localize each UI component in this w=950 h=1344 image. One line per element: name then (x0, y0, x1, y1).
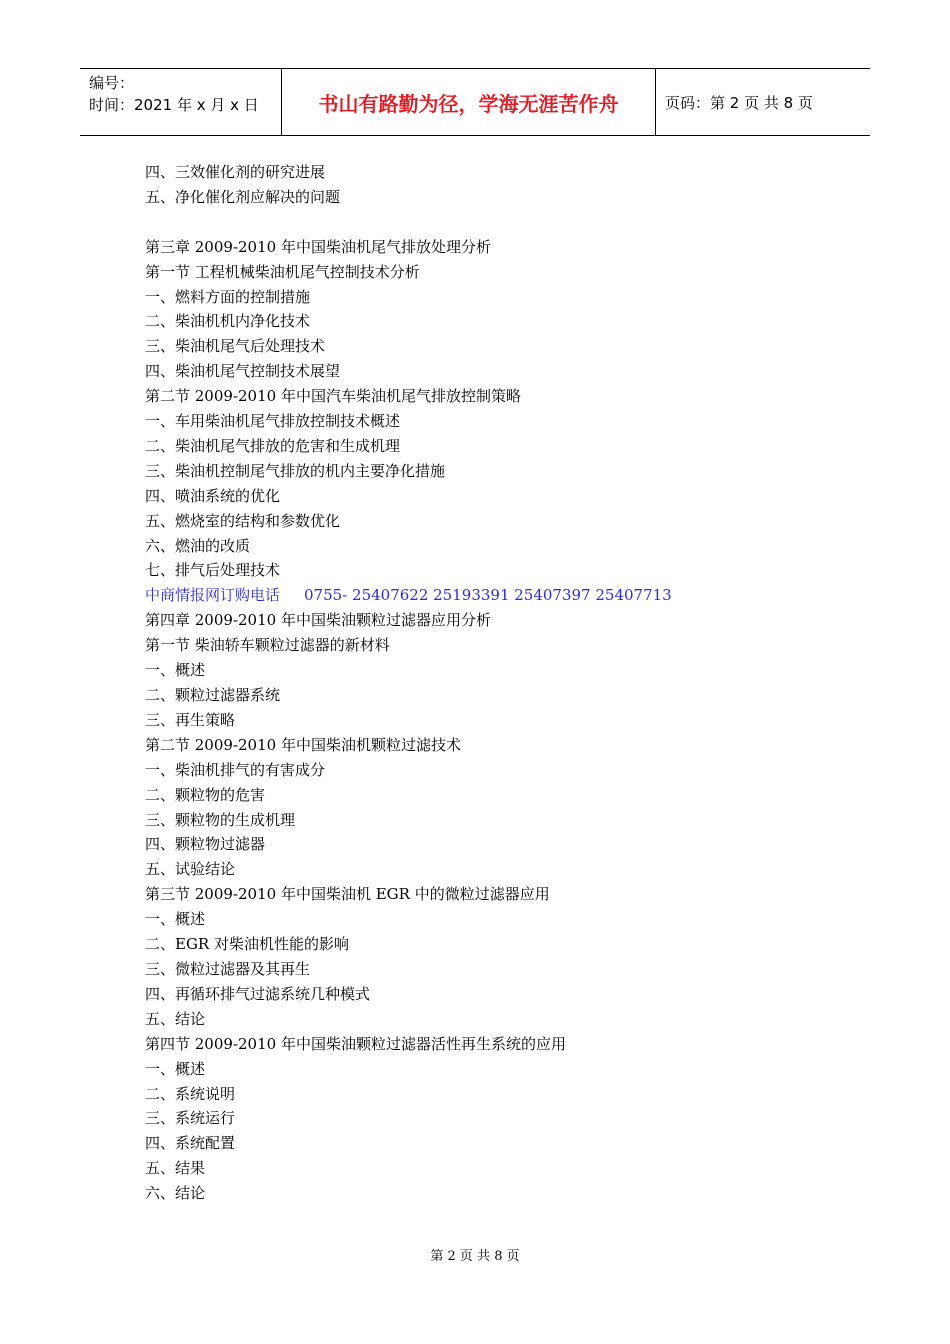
toc-entry (145, 783, 865, 808)
toc-entry-text: 五、结果 (145, 1159, 206, 1178)
toc-entry (145, 509, 865, 534)
toc-entry-text: 二、柴油机机内净化技术 (145, 312, 311, 331)
toc-entry-text: 第二节 2009-2010 年中国汽车柴油机尾气排放控制策略 (145, 387, 521, 406)
toc-entry (145, 857, 865, 882)
toc-entry-text: 五、净化催化剂应解决的问题 (145, 187, 341, 206)
toc-entry-text: 第三章 2009-2010 年中国柴油机尾气排放处理分析 (145, 237, 491, 256)
toc-entry-text: 三、再生策略 (145, 710, 236, 729)
toc-entry-text: 一、概述 (145, 910, 206, 929)
toc-entry-text: 三、系统运行 (145, 1109, 236, 1128)
toc-entry (145, 334, 865, 359)
order-phone-numbers: 0755- 25407622 25193391 25407397 25407713 (304, 586, 672, 605)
toc-entry-text: 四、三效催化剂的研究进展 (145, 163, 326, 181)
toc-entry (145, 633, 865, 658)
toc-entry (145, 1181, 865, 1206)
toc-entry-text: 四、柴油机尾气控制技术展望 (145, 362, 341, 381)
toc-entry-text: 六、结论 (145, 1184, 206, 1203)
toc-entry (145, 1131, 865, 1156)
order-phone-label: 中商情报网订购电话 (145, 586, 281, 605)
toc-entry (145, 484, 865, 509)
toc-entry-text: 二、颗粒过滤器系统 (145, 686, 281, 705)
toc-entry-text: 第四章 2009-2010 年中国柴油颗粒过滤器应用分析 (145, 611, 491, 630)
toc-entry-text: 四、喷油系统的优化 (145, 486, 281, 505)
motto-text: 书山有路勤为径，学海无涯苦作舟 (318, 91, 619, 116)
toc-entry-text: 五、结论 (145, 1009, 206, 1028)
toc-entry-text: 一、概述 (145, 661, 206, 680)
toc-entry (145, 932, 865, 957)
toc-entry-text: 二、系统说明 (145, 1084, 236, 1103)
toc-entry-text: 一、燃料方面的控制措施 (145, 287, 311, 306)
page-header (80, 68, 870, 136)
toc-entry-text: 四、系统配置 (145, 1134, 236, 1153)
document-time-label: 时间：2021 年 x 月 x 日 (89, 96, 259, 114)
toc-entry-text: 六、燃油的改质 (145, 536, 251, 555)
toc-entry-text: 第一节 柴油轿车颗粒过滤器的新材料 (145, 636, 390, 655)
header-page-cell (656, 69, 870, 135)
toc-entry (145, 882, 865, 907)
toc-entry (145, 608, 865, 633)
toc-entry (145, 309, 865, 334)
toc-entry (145, 708, 865, 733)
toc-entry-text: 二、柴油机尾气排放的危害和生成机理 (145, 436, 401, 455)
toc-entry-text: 三、柴油机尾气后处理技术 (145, 337, 326, 356)
page-footer: 第 2 页 共 8 页 (430, 1249, 520, 1264)
toc-entry (145, 658, 865, 683)
toc-entry (145, 832, 865, 857)
toc-entry (145, 1082, 865, 1107)
toc-entry (145, 235, 865, 260)
toc-entry (145, 160, 865, 185)
toc-entry (145, 1007, 865, 1032)
order-phone-line (145, 583, 865, 608)
toc-entry (145, 907, 865, 932)
toc-entry-text: 三、微粒过滤器及其再生 (145, 959, 311, 978)
toc-entry-text: 二、颗粒物的危害 (145, 785, 266, 804)
toc-entry-text: 三、柴油机控制尾气排放的机内主要净化措施 (145, 461, 446, 480)
toc-entry-text: 五、试验结论 (145, 860, 236, 879)
toc-entry (145, 260, 865, 285)
toc-entry (145, 409, 865, 434)
table-of-contents (145, 160, 865, 1206)
toc-entry-text: 第三节 2009-2010 年中国柴油机 EGR 中的微粒过滤器应用 (145, 885, 550, 904)
toc-entry-text: 五、燃烧室的结构和参数优化 (145, 511, 341, 530)
header-motto-cell (282, 69, 656, 135)
toc-entry (145, 733, 865, 758)
toc-entry-text: 四、再循环排气过滤系统几种模式 (145, 984, 371, 1003)
toc-entry (145, 558, 865, 583)
toc-entry (145, 285, 865, 310)
document-number-label: 编号： (89, 74, 135, 92)
header-page-code: 页码：第 2 页 共 8 页 (665, 93, 813, 112)
toc-entry-text: 四、颗粒物过滤器 (145, 835, 266, 854)
toc-entry-text: 一、概述 (145, 1059, 206, 1078)
toc-entry-text: 三、颗粒物的生成机理 (145, 810, 296, 829)
toc-entry-text: 二、EGR 对柴油机性能的影响 (145, 935, 349, 954)
toc-entry-text: 第一节 工程机械柴油机尾气控制技术分析 (145, 262, 420, 281)
toc-entry (145, 359, 865, 384)
toc-entry-text: 第四节 2009-2010 年中国柴油颗粒过滤器活性再生系统的应用 (145, 1034, 566, 1053)
toc-entry (145, 534, 865, 559)
toc-entry (145, 982, 865, 1007)
toc-entry (145, 1106, 865, 1131)
toc-entry-text: 七、排气后处理技术 (145, 561, 281, 580)
header-meta-cell (80, 69, 282, 135)
toc-entry (145, 957, 865, 982)
toc-entry (145, 384, 865, 409)
toc-entry (145, 808, 865, 833)
toc-entry (145, 1032, 865, 1057)
toc-entry (145, 683, 865, 708)
toc-entry-text: 一、柴油机排气的有害成分 (145, 760, 326, 779)
toc-entry (145, 434, 865, 459)
toc-entry (145, 1156, 865, 1181)
toc-entry (145, 185, 865, 210)
toc-entry-text: 第二节 2009-2010 年中国柴油机颗粒过滤技术 (145, 735, 461, 754)
toc-entry (145, 758, 865, 783)
toc-entry (145, 1057, 865, 1082)
toc-entry (145, 459, 865, 484)
toc-entry-text: 一、车用柴油机尾气排放控制技术概述 (145, 412, 401, 431)
